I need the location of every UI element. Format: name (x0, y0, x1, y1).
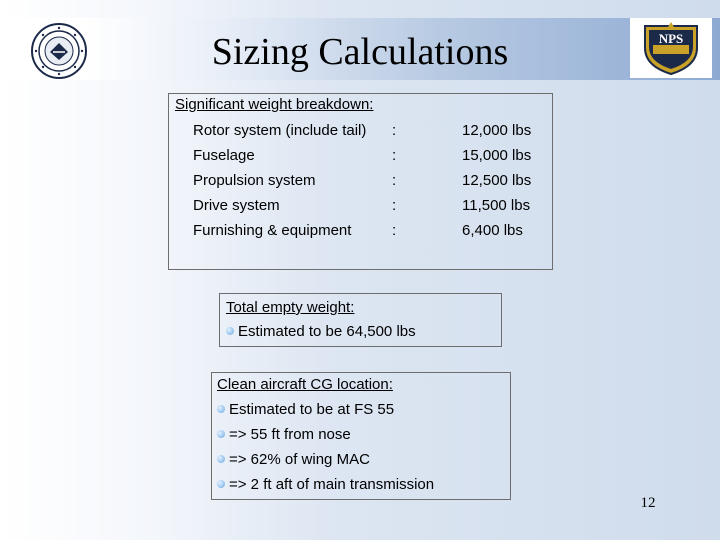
weight-row-separator: : (392, 197, 397, 214)
weight-row-separator: : (392, 222, 397, 239)
weight-row-value: 6,400 lbs (462, 222, 523, 239)
bullet-icon (217, 455, 225, 463)
weight-row-label: Fuselage (193, 147, 255, 164)
bullet-text: Estimated to be at FS 55 (229, 401, 395, 418)
weight-row-label: Drive system (193, 197, 280, 214)
weight-row-label: Propulsion system (193, 172, 316, 189)
slide-title: Sizing Calculations (211, 31, 509, 73)
weight-row-value: 12,500 lbs (462, 172, 532, 189)
cg-location-bullet (217, 476, 434, 493)
page-number: 12 (640, 495, 656, 511)
weight-row-separator: : (392, 172, 397, 189)
empty-weight-bullet (226, 323, 416, 340)
weight-row-value: 11,500 lbs (462, 197, 531, 214)
weight-row-separator: : (392, 147, 397, 164)
cg-location-bullet (217, 401, 394, 418)
cg-location-bullet (217, 426, 351, 443)
bullet-icon (217, 405, 225, 413)
weight-row-label: Rotor system (include tail) (193, 122, 367, 139)
nps-logo-text: NPS (658, 31, 684, 46)
bullet-icon (217, 430, 225, 438)
weight-row-value: 15,000 lbs (462, 147, 532, 164)
bullet-text: => 2 ft aft of main transmission (229, 476, 435, 493)
weight-row-value: 12,000 lbs (462, 122, 532, 139)
bullet-text: => 55 ft from nose (229, 426, 351, 443)
weight-breakdown-heading: Significant weight breakdown: (175, 96, 374, 113)
weight-row-separator: : (392, 122, 397, 139)
bullet-text: => 62% of wing MAC (229, 451, 370, 468)
weight-row-label: Furnishing & equipment (193, 222, 352, 239)
bullet-icon (226, 327, 234, 335)
empty-weight-heading: Total empty weight: (226, 299, 355, 316)
cg-location-bullet (217, 451, 370, 468)
bullet-text: Estimated to be 64,500 lbs (238, 323, 416, 340)
bullet-icon (217, 480, 225, 488)
cg-location-heading: Clean aircraft CG location: (217, 376, 393, 393)
